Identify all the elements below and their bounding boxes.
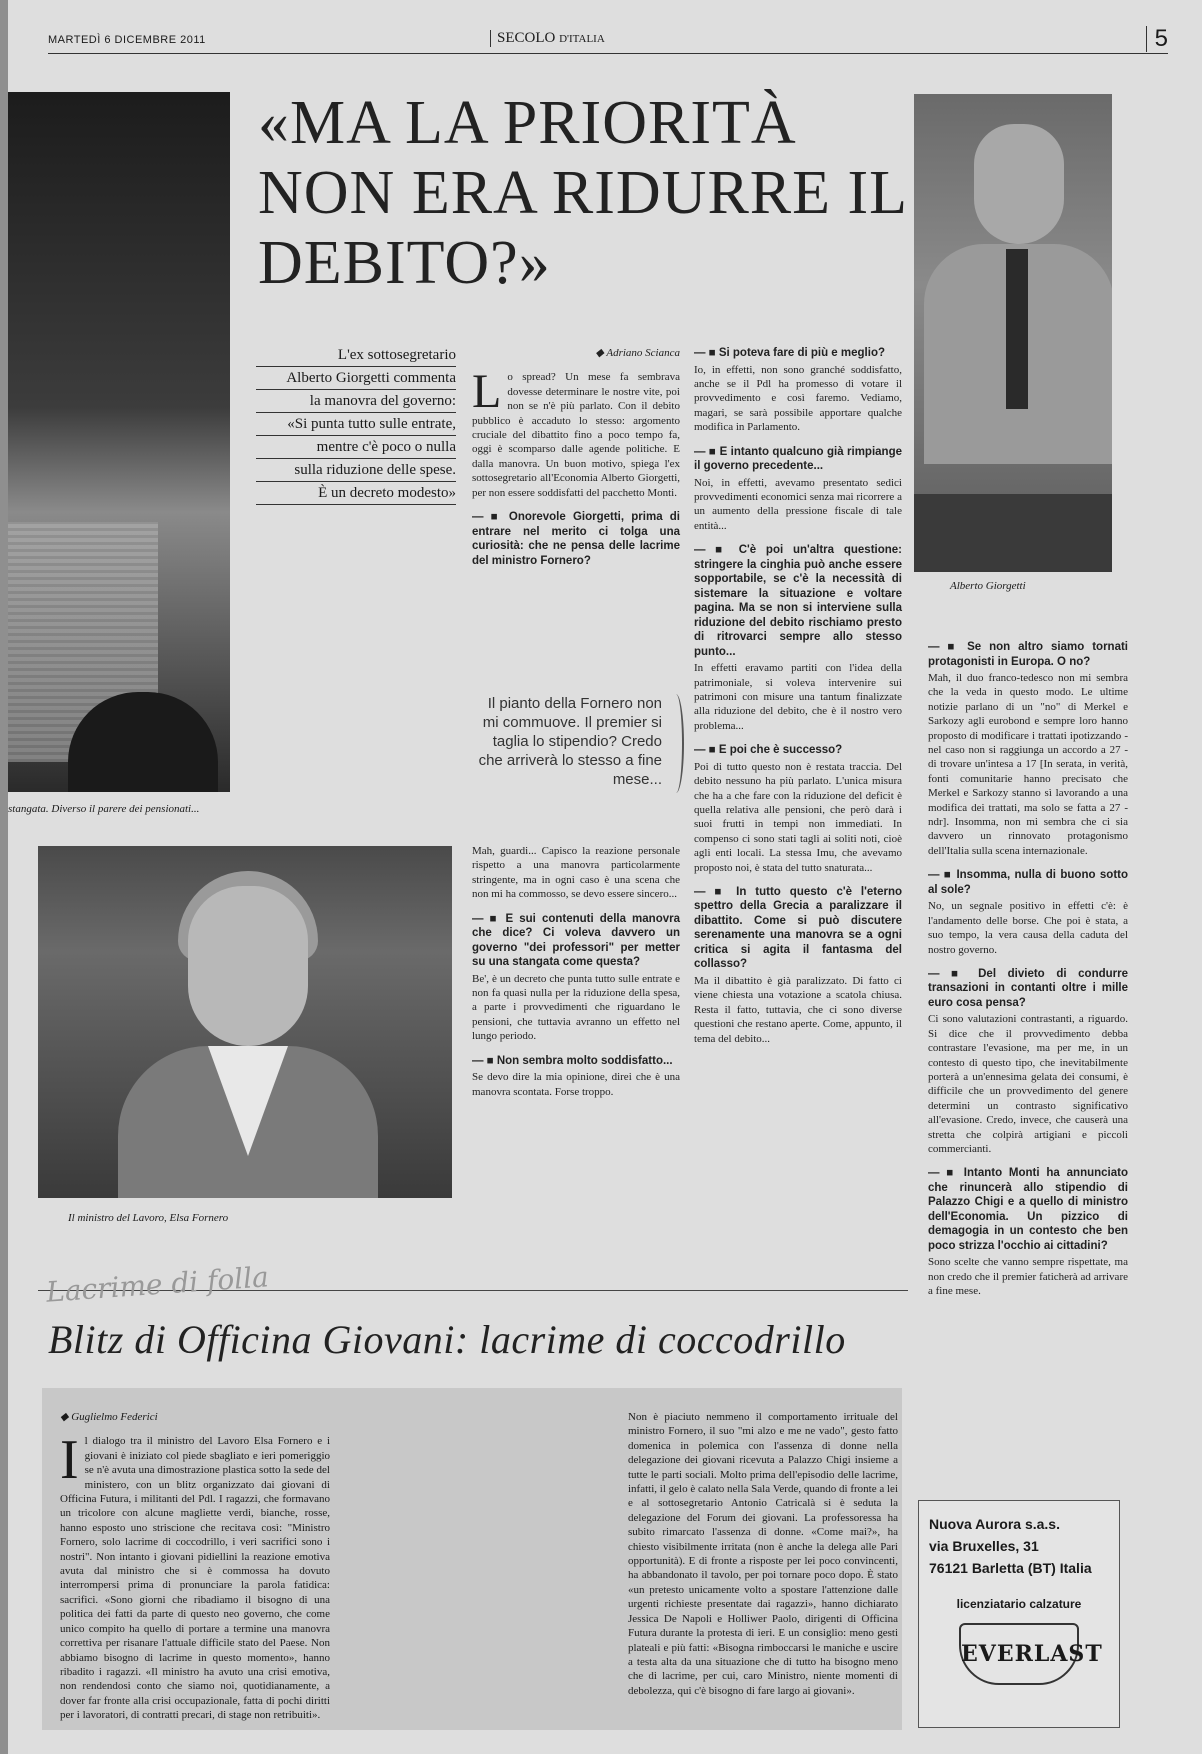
- fornero-photo: [38, 846, 452, 1198]
- ad-address: via Bruxelles, 31: [929, 1538, 1039, 1554]
- interview-answer: In effetti eravamo partiti con l'idea della patrimoniale, si voleva intervenire sui patrimoni con misure una tantum finalizzate alla riduzione del debito, che è il nostro vero problema...: [694, 662, 902, 732]
- interview-question: — ■ C'è poi un'altra questione: stringere la cinghia può anche essere sopportabile, se c'è la necessità di sistemare la situazione e voltare pagina. Ma se non si interviene sulla riduzione del debito rischiamo presto di ritrovarci sempre allo stesso punto...: [694, 543, 902, 659]
- article-headline: «MA LA PRIORITÀ NON ERA RIDURRE IL DEBITO?»: [258, 89, 906, 297]
- desk-shape: [914, 494, 1112, 572]
- summary-line: È un decreto modesto»: [256, 482, 456, 505]
- interview-question: — ■ Onorevole Giorgetti, prima di entrare nel merito ci tolga una curiosità: che ne pensa delle lacrime del ministro Fornero?: [472, 510, 680, 568]
- everlast-logo: EVERLAST: [959, 1623, 1079, 1685]
- secondary-article-box: [42, 1388, 902, 1730]
- newspaper-name: [490, 30, 605, 47]
- article-column-2: [694, 346, 902, 1056]
- folio-date: MARTEDÌ 6 DICEMBRE 2011: [48, 34, 206, 46]
- box-byline: ◆ Guglielmo Federici: [60, 1411, 158, 1423]
- article-byline: ◆ Adriano Scianca: [595, 347, 680, 359]
- interview-answer: Ma il dibattito è già paralizzato. Di fatto ci viene chiesta una votazione a scatola chiusa. Resta il fatto, tuttavia, che ci sono diverse questioni che restano aperte. Come, appunto, il tema del debito...: [694, 974, 902, 1045]
- summary-line: sulla riduzione delle spese.: [256, 459, 456, 482]
- interview-question: — ■ Insomma, nulla di buono sotto al sole?: [928, 868, 1128, 897]
- interview-question: — ■ Intanto Monti ha annunciato che rinuncerà allo stipendio di Palazzo Chigi e a quello di ministro dell'Economia. Un pizzico di demagogia in un contesto che ben poco strizza l'occhio ai cittadini?: [928, 1166, 1128, 1253]
- box-paragraph: [60, 1429, 330, 1722]
- interview-answer: Sono scelte che vanno sempre rispettate, ma non credo che il premier faticherà ad arrivare a fine mese.: [928, 1256, 1128, 1298]
- interview-answer: Io, in effetti, non sono granché soddisfatto, anche se il Pdl ha promesso di votare il provvedimento e così faremo. Vediamo, magari, se sarà possibile apportare qualche modifica in Parlamento.: [694, 363, 902, 434]
- summary-line: «Si punta tutto sulle entrate,: [256, 413, 456, 436]
- newspaper-page: [8, 0, 1202, 1754]
- tie-shape: [1006, 249, 1028, 409]
- interview-question: — ■ Se non altro siamo tornati protagonisti in Europa. O no?: [928, 640, 1128, 669]
- photo-caption-trading: stangata. Diverso il parere dei pensionati...: [8, 803, 200, 815]
- interview-answer: Se devo dire la mia opinione, direi che è una manovra scontata. Forse troppo.: [472, 1071, 680, 1098]
- summary-line: la manovra del governo:: [256, 390, 456, 413]
- interview-question: — ■ E sui contenuti della manovra che dice? Ci voleva davvero un governo "dei professori" per metter su una stangata come questa?: [472, 912, 680, 970]
- face-shape: [974, 124, 1064, 244]
- interview-question: — ■ E poi che è successo?: [694, 743, 902, 758]
- article-column-1-continued: [472, 844, 680, 1109]
- interview-answer: Poi di tutto questo non è restata traccia. Del debito nessuno ha più parlato. L'unica misura che ha a che fare con la riduzione del deficit è quella relativa alle pensioni, che però darà i suoi frutti in tempi non immediati. In compenso ci sono stati tagli ai soliti noti, cioè agli enti locali. La stessa Imu, che avevamo proposto noi, è stata del tutto snaturata...: [694, 760, 902, 874]
- interview-question: — ■ Del divieto di condurre transazioni in contanti oltre i mille euro cosa pensa?: [928, 967, 1128, 1011]
- ad-city: 76121 Barletta (BT) Italia: [929, 1560, 1092, 1576]
- drop-cap: L: [472, 365, 502, 419]
- lead-text: o spread? Un mese fa sembrava dovesse determinare le nostre vite, poi non se n'è più parlato. Con il debito pubblico è accaduto lo stesso: argomento cruciale del dibattito fino a poco tempo fa, oggi è scomparso dalle agende politiche. E dalla manovra. Un buon motivo, spiega l'ex sottosegretario all'Economia Alberto Giorgetti, per non essere soddisfatti del pacchetto Monti.: [472, 371, 680, 499]
- interview-answer: Be', è un decreto che punta tutto sulle entrate e non fa quasi nulla per la riduzione della spesa, a parte i provvedimenti che riguardano le pensioni, che tuttavia avranno un effetto nel lungo periodo.: [472, 972, 680, 1043]
- box-text-part-1: l dialogo tra il ministro del Lavoro Elsa Fornero e i giovani è iniziato col piede sbagliato e ieri pomeriggio se n'è avuta una dimostrazione plastica sotto la sede del ministero, con un blitz organizzato dai giovani di Officina Futura, i militanti del Pdl. I ragazzi, che formavano un tricolore con alcune magliette verdi, bianche, rosse, hanno esposto uno striscione che recitava così: "Ministro Fornero, solo lacrime di coccodrillo, i veri sacrifici sono i nostri". Non intanto i giovani pidiellini la reazione emotiva avuta dal ministro che si è commossa ha dovuto interrompersi prima di pronunciare la parola fatidica: sacrifici. «Sono giorni che ribadiamo il bisogno di una politica dei fatti da parte di questo neo governo, che come unico compito ha quello di portare a termine una manovra correttiva per risanare l'attuale difficile stato del Paese. Non abbiamo bisogno di lacrime in questo momento», hanno ribadito i ragazzi. «Il ministro ha avuto una crisi emotiva, non rendendosi conto che siamo noi, quotidianamente, a dover far fronte alla crisi occupazionale, fatta di pochi diritti per i lavoratori, di contratti precari, di stage non retribuiti».: [60, 1435, 330, 1722]
- interview-answer: Mah, il duo franco-tedesco non mi sembra che la veda in questo modo. Le ultime notizie parlano di un "no" di Merkel e Sarkozy agli eurobond e sempre loro hanno proposto di modificare i trattati ipotizzando - nel caso non si raggiunga un accordo a 27 - di trovare un'intesa a 17 [In serata, in verità, fonti comunitarie hanno precisato che Merkel e Sarkozy stanno sì lavorando a una modifica dei trattati, ma solo se fatta a 27 - ndr]. Insomma, non mi sembra che ci sia davvero un rinnovato protagonismo dell'Italia sulla scena internazionale.: [928, 672, 1128, 857]
- box-paragraph: Non è piaciuto nemmeno il comportamento irrituale del ministro Fornero, il suo "mi alzo e me ne vado", gesto fatto domenica in polemica con l'assenza di donne nella delegazione dei giovani ricevuta a Palazzo Chigi insieme a tutte le parti sociali. Molto prima dell'episodio delle lacrime, infatti, il gelo è calato nella Sala Verde, quando di fronte a lei e al sottosegretario Antonio Catricalà si è seduta la delegazione del Forum dei giovani. La professoressa ha subito rimarcato l'assenza di donne. «Come mai?», ha chiesto visibilmente irritata (non è anche la delega alle Pari opportunità). E di fronte a risposte per lei poco convincenti, ha abbandonato il tavolo, per poi tornare poco dopo. È stato «un pretesto unicamente volto a spostare l'attenzione dalle urgenti richieste presentate dai ragazzi», hanno dichiarato Jessica De Napoli e Holliwer Paolo, dirigenti di Officina Futura durante la protesta di ieri. E un consiglio: meno gesti plateali e più fatti: «Bisogna rimboccarsi le maniche e uscire a testa alta da una situazione che di tutto ha bisogno meno che di lacrime, per cui, caro Ministro, niente momenti di debolezza, qui c'è bisogno di fare largo ai giovani».: [628, 1411, 898, 1697]
- page-folio: [48, 26, 1168, 54]
- article-summary: [256, 344, 456, 505]
- pull-quote: Il pianto della Fornero non mi commuove. Il premier si taglia lo stipendio? Credo che arriverà lo stesso a fine mese...: [468, 694, 678, 789]
- face-shape: [188, 886, 308, 1046]
- drop-cap: I: [60, 1429, 79, 1492]
- advertisement: [918, 1500, 1120, 1728]
- box-author-name: Guglielmo Federici: [71, 1411, 158, 1423]
- secondary-headline: Blitz di Officina Giovani: lacrime di coccodrillo: [48, 1317, 846, 1362]
- interview-answer: No, un segnale positivo in effetti c'è: è l'andamento delle borse. Che poi è stata, a suo tempo, la vera causa della caduta del nostro governo.: [928, 900, 1128, 956]
- section-kicker: Lacrime di folla: [45, 1260, 270, 1309]
- photo-caption-fornero: Il ministro del Lavoro, Elsa Fornero: [68, 1212, 229, 1224]
- photo-caption-giorgetti: Alberto Giorgetti: [950, 580, 1026, 592]
- trading-floor-photo: [8, 92, 230, 792]
- interview-question: — ■ E intanto qualcuno già rimpiange il governo precedente...: [694, 445, 902, 474]
- ad-licensee: licenziatario calzature: [956, 1597, 1082, 1611]
- interview-answer: Ci sono valutazioni contrastanti, a riguardo. Si dice che il provvedimento debba contrastare l'evasione, ma per me, in un contesto di questo tipo, che inevitabilmente porterà a un'ennesima gelata dei consumi, è difficile che un provvedimento del genere determini un contrasto significativo all'evasione. Credo, invece, che causerà una stretta che colpirà artigiani e piccoli commercianti.: [928, 1013, 1128, 1156]
- author-name: Adriano Scianca: [606, 347, 680, 359]
- ad-company: Nuova Aurora s.a.s.: [929, 1516, 1060, 1532]
- article-column-1: [472, 346, 680, 570]
- lead-paragraph: [472, 365, 680, 500]
- summary-line: Alberto Giorgetti commenta: [256, 367, 456, 390]
- box-column-1: [60, 1410, 330, 1729]
- page-number: 5: [1146, 26, 1168, 52]
- interview-question: — ■ Non sembra molto soddisfatto...: [472, 1054, 680, 1069]
- interview-answer: Mah, guardi... Capisco la reazione personale rispetto a una manovra particolarmente stringente, ma in ogni caso è una scena che non mi ha commosso, se devo essere sincero...: [472, 845, 680, 901]
- newspaper-name-main: SECOLO: [497, 30, 556, 46]
- giorgetti-photo: [914, 94, 1112, 572]
- interview-answer: Noi, in effetti, avevamo presentato sedici provvedimenti economici senza mai ricorrere a un aumento della pressione fiscale di tale entità...: [694, 476, 902, 532]
- article-column-3: [928, 640, 1128, 1309]
- newspaper-name-suffix: D'ITALIA: [559, 33, 605, 45]
- interview-question: — ■ Si poteva fare di più e meglio?: [694, 346, 902, 361]
- summary-line: L'ex sottosegretario: [256, 344, 456, 367]
- interview-question: — ■ In tutto questo c'è l'eterno spettro della Grecia a paralizzare il dibattito. Come si può discutere serenamente una manovra se a ogni critica si agita il fantasma del collasso?: [694, 885, 902, 972]
- box-column-3: [628, 1410, 898, 1704]
- summary-line: mentre c'è poco o nulla: [256, 436, 456, 459]
